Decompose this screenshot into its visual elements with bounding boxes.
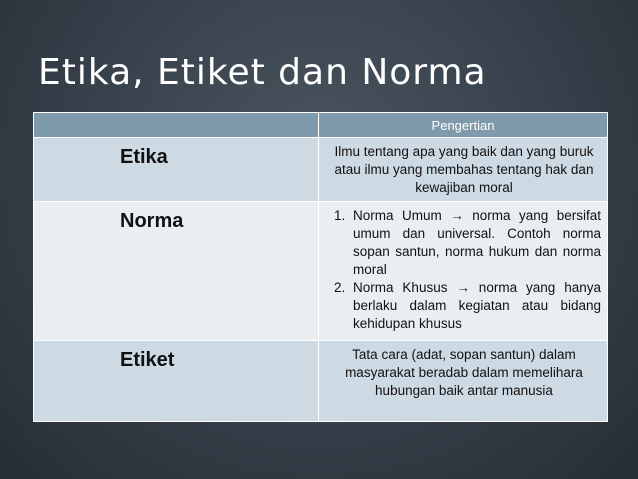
header-cell-empty [34, 113, 319, 138]
definitions-table [33, 112, 608, 422]
norma-list [327, 207, 601, 333]
table-row [34, 202, 608, 341]
table-row [34, 341, 608, 422]
term-etika: Etika [34, 138, 319, 202]
definition-norma [319, 202, 608, 341]
term-norma: Norma [34, 202, 319, 341]
definition-etiket: Tata cara (adat, sopan santun) dalam masyarakat beradab dalam memelihara hubungan baik antar manusia [319, 341, 608, 422]
table-header-row [34, 113, 608, 138]
slide-title: Etika, Etiket dan Norma [38, 52, 487, 93]
term-etiket: Etiket [34, 341, 319, 422]
definition-etika: Ilmu tentang apa yang baik dan yang buruk atau ilmu yang membahas tentang hak dan kewajiban moral [319, 138, 608, 202]
header-cell-pengertian: Pengertian [319, 113, 608, 138]
list-item: 2. Norma Khusus → norma yang hanya berlaku dalam kegiatan atau bidang kehidupan khusus [349, 279, 601, 333]
table-row [34, 138, 608, 202]
list-item: 1. Norma Umum → norma yang bersifat umum dan universal. Contoh norma sopan santun, norma hukum dan norma moral [349, 207, 601, 279]
